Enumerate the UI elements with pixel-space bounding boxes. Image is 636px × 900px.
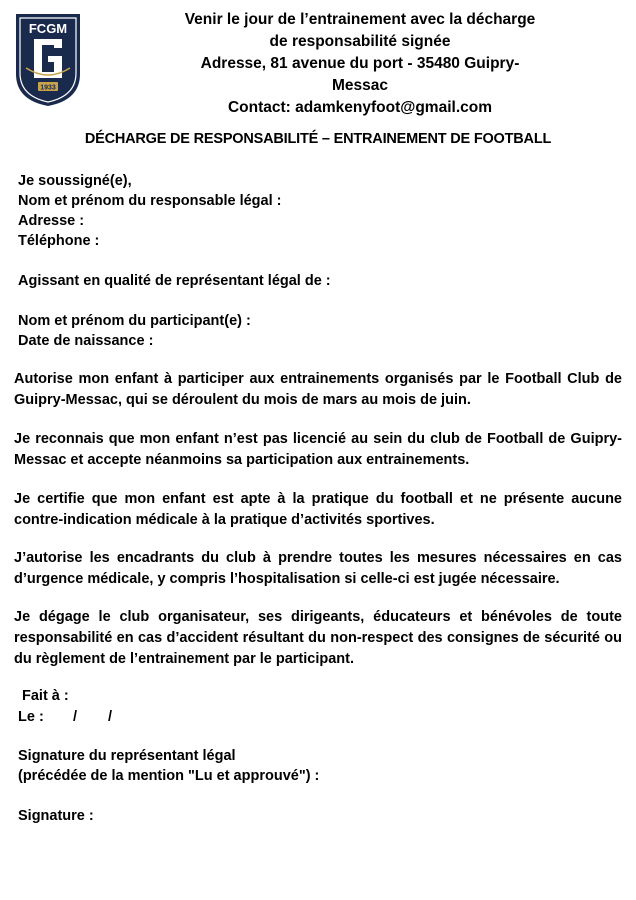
field-nom-participant: Nom et prénom du participant(e) : <box>18 313 251 329</box>
paragraph-urgence: J’autorise les encadrants du club à prendre toutes les mesures nécessaires en cas d’urgence médicale, y compris l’hospitalisation si celle-ci est jugée nécessaire. <box>14 550 622 587</box>
date-separator: / <box>73 709 78 725</box>
logo-year: 1933 <box>40 84 56 92</box>
field-fait-a: Fait à : <box>22 688 69 704</box>
field-adresse: Adresse : <box>18 213 85 229</box>
club-logo <box>14 12 82 108</box>
paragraph-aptitude: Je certifie que mon enfant est apte à la pratique du football et ne présente aucune contre-indication médicale à la pratique d’activités sportives. <box>14 491 622 528</box>
signature-label: Signature : <box>18 808 94 824</box>
logo-text: FCGM <box>28 21 68 36</box>
header-line: de responsabilité signée <box>269 33 451 50</box>
signature-representant-label: Signature du représentant légal <box>18 748 236 764</box>
header-line: Venir le jour de l’entrainement avec la décharge <box>184 11 536 28</box>
paragraph-autorisation: Autorise mon enfant à participer aux entrainements organisés par le Football Club de Guipry-Messac, qui se déroulent du mois de mars au mois de juin. <box>14 371 622 408</box>
document-title: DÉCHARGE DE RESPONSABILITÉ – ENTRAINEMENT DE FOOTBALL <box>84 131 552 147</box>
field-le-label: Le : <box>18 709 44 725</box>
field-telephone: Téléphone : <box>18 233 100 249</box>
field-soussigne: Je soussigné(e), <box>18 173 132 189</box>
field-date-naissance: Date de naissance : <box>18 333 154 349</box>
field-date <box>18 709 113 725</box>
header-line: Adresse, 81 avenue du port - 35480 Guipry- <box>200 55 520 72</box>
header-line: Messac <box>331 77 388 94</box>
paragraph-licence: Je reconnais que mon enfant n’est pas licencié au sein du club de Football de Guipry-Messac et accepte néanmoins sa participation aux entrainements. <box>14 431 622 468</box>
header-contact: Contact: adamkenyfoot@gmail.com <box>227 99 492 116</box>
field-agissant: Agissant en qualité de représentant légal de : <box>18 273 331 289</box>
header-info <box>150 9 570 119</box>
field-nom-responsable: Nom et prénom du responsable légal : <box>18 193 282 209</box>
paragraph-decharge: Je dégage le club organisateur, ses dirigeants, éducateurs et bénévoles de toute responsabilité en cas d’accident résultant du non-respect des consignes de sécurité ou du règlement de l’entrainement par le participant. <box>14 609 622 667</box>
date-separator: / <box>108 709 113 725</box>
mention-lu-approuve: (précédée de la mention "Lu et approuvé") : <box>18 768 320 784</box>
